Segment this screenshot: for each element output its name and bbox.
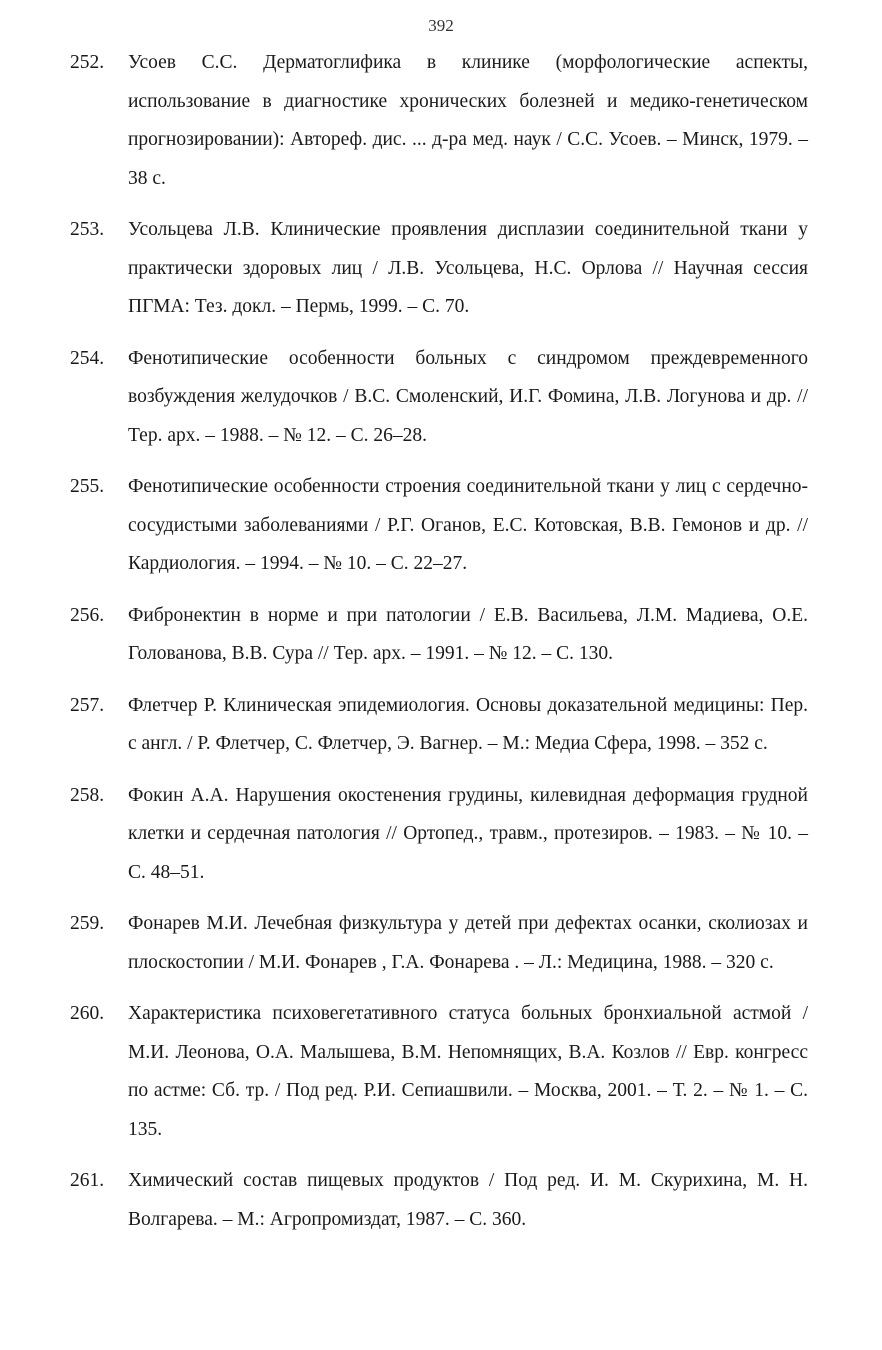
reference-item [0,597,882,674]
reference-text: Фенотипические особенности строения соединительной ткани у лиц с сердечно-сосудистыми заболеваниями / Р.Г. Оганов, Е.С. Котовская, В.В. Гемонов и др. // Кардиология. – 1994. – № 10. – С. 22–27. [128,476,808,574]
reference-text: Усоев С.С. Дерматоглифика в клинике (морфологические аспекты, использование в диагностике хронических болезней и медико-генетическом прогнозировании): Автореф. дис. ... д-ра мед. наук / С.С. Усоев. – Минск, 1979. – 38 с. [128,52,808,189]
reference-number: 254. [70,347,105,369]
reference-text: Фокин А.А. Нарушения окостенения грудины, килевидная деформация грудной клетки и сердечная патология // Ортопед., травм., протезиров. – 1983. – № 10. – С. 48–51. [128,784,808,883]
reference-text: Флетчер Р. Клиническая эпидемиология. Основы доказательной медицины: Пер. с англ. / Р. Флетчер, С. Флетчер, Э. Вагнер. – М.: Медиа Сфера, 1998. – 352 с. [128,694,808,754]
reference-text: Химический состав пищевых продуктов / Под ред. И. М. Скурихина, М. Н. Волгарева. – М.: Агропромиздат, 1987. – С. 360. [128,1170,808,1230]
reference-text: Усольцева Л.В. Клинические проявления дисплазии соединительной ткани у практически здоровых лиц / Л.В. Усольцева, Н.С. Орлова // Научная сессия ПГМА: Тез. докл. – Пермь, 1999. – С. 70. [128,219,808,317]
reference-number: 252. [70,52,105,73]
reference-list [0,44,882,1252]
page-number: 392 [428,16,454,35]
reference-item [0,211,882,327]
reference-item [0,777,882,893]
reference-text: Характеристика психовегетативного статуса больных бронхиальной астмой / М.И. Леонова, О.А. Малышева, В.М. Непомнящих, В.А. Козлов // Евр. конгресс по астме: Сб. тр. / Под ред. Р.И. Сепиашвили. – Москва, 2001. – Т. 2. – № 1. – С. 135. [128,1003,808,1140]
reference-number: 258. [70,784,105,806]
reference-number: 260. [70,1003,105,1024]
reference-number: 261. [70,1170,105,1191]
reference-item [0,340,882,456]
reference-text: Фенотипические особенности больных с синдромом преждевременного возбуждения желудочков / В.С. Смоленский, И.Г. Фомина, Л.В. Логунова и др. // Тер. арх. – 1988. – № 12. – С. 26–28. [128,347,808,446]
reference-item [0,1162,882,1239]
reference-item [0,905,882,982]
reference-item [0,687,882,764]
reference-number: 253. [70,219,105,240]
reference-item [0,468,882,584]
reference-number: 255. [70,476,105,497]
reference-item [0,995,882,1149]
reference-number: 257. [70,694,105,716]
reference-text: Фонарев М.И. Лечебная физкультура у детей при дефектах осанки, сколиозах и плоскостопии / М.И. Фонарев , Г.А. Фонарева . – Л.: Медицина, 1988. – 320 с. [128,913,808,973]
reference-number: 259. [70,913,105,934]
reference-item [0,44,882,198]
reference-text: Фибронектин в норме и при патологии / Е.В. Васильева, Л.М. Мадиева, О.Е. Голованова, В.В. Сура // Тер. арх. – 1991. – № 12. – С. 130. [128,604,808,664]
reference-number: 256. [70,604,105,626]
